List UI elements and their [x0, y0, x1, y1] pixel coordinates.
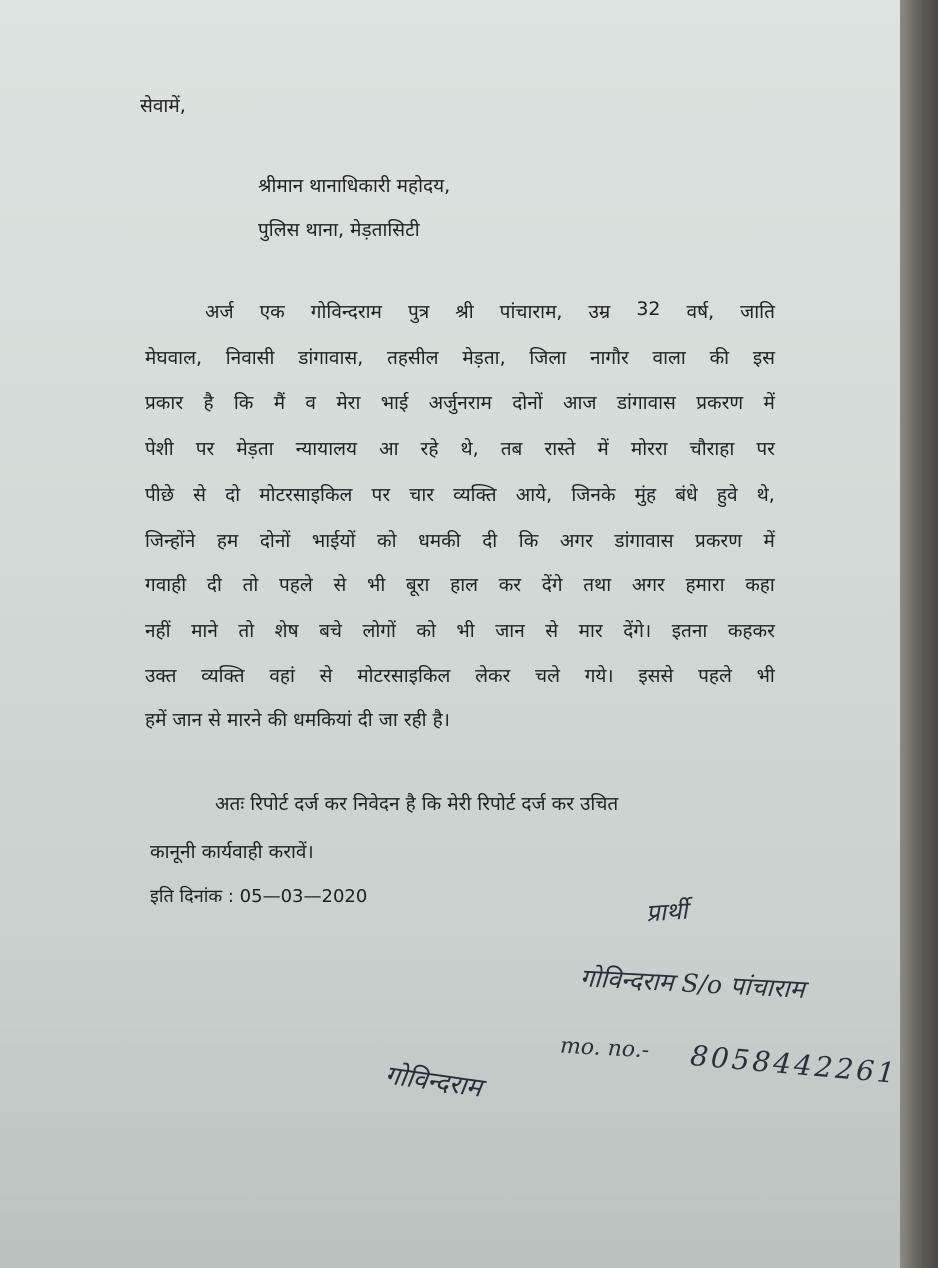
word: मेड़ता: [236, 438, 274, 460]
word: शेष: [274, 620, 299, 642]
word: तब: [500, 438, 523, 460]
word: मैं: [273, 392, 286, 414]
word: अगर: [559, 530, 593, 552]
paragraph-1-text: हमें जान से मारने की धमकियां दी जा रही है।: [145, 709, 450, 731]
word: मोररा: [630, 438, 668, 460]
word: गवाही: [145, 574, 187, 596]
addressee-line-2: पुलिस थाना, मेड़तासिटी: [258, 219, 420, 241]
handwritten-name: गोविन्दराम S/o पांचाराम: [579, 963, 806, 1004]
word: देंगे।: [623, 620, 652, 642]
word: 32: [636, 298, 661, 320]
word: नागौर: [589, 347, 629, 369]
word: तहसील: [387, 347, 439, 369]
word: अर्जुनराम: [428, 392, 492, 414]
word: व्यक्ति: [453, 484, 497, 506]
background-surface: [900, 0, 938, 1268]
word: मार: [578, 620, 603, 642]
word: तो: [242, 574, 259, 596]
word: में: [763, 530, 775, 552]
paragraph-1-line: [145, 527, 775, 553]
word: से: [333, 574, 347, 596]
word: मेड़ता,: [462, 347, 506, 369]
word: इतना: [671, 620, 708, 642]
date-line: इति दिनांक : 05—03—2020: [150, 886, 368, 907]
paragraph-1-line: [145, 389, 775, 415]
paragraph-2-line-1: अतः रिपोर्ट दर्ज कर निवेदन है कि मेरी रिपोर्ट दर्ज कर उचित: [215, 793, 619, 815]
word: रहे: [420, 438, 439, 460]
word: कर: [498, 574, 522, 596]
word: जिन्होंने: [145, 530, 196, 552]
word: डांगावास,: [298, 347, 364, 369]
word: हम: [216, 530, 239, 552]
word: अर्ज: [205, 301, 234, 323]
paragraph-1-line: [145, 571, 775, 597]
word: कहा: [745, 574, 775, 596]
word: मोटरसाइकिल: [259, 484, 353, 506]
word: बचे: [319, 620, 342, 642]
paragraph-2-line-2: कानूनी कार्यवाही करावें।: [150, 841, 314, 863]
word: निवासी: [225, 347, 275, 369]
word: गये।: [584, 665, 614, 687]
word: से: [193, 484, 207, 506]
word: वाला: [652, 347, 686, 369]
word: मोटरसाइकिल: [357, 665, 451, 687]
word: आये,: [515, 484, 553, 506]
word: इससे: [638, 665, 674, 687]
word: से: [319, 665, 333, 687]
word: को: [377, 530, 397, 552]
word: देंगे: [541, 574, 563, 596]
word: रास्ते: [544, 438, 576, 460]
paragraph-1-line: [145, 435, 775, 461]
word: दो: [225, 484, 241, 506]
addressee-line-1: श्रीमान थानाधिकारी महोदय,: [258, 175, 451, 197]
word: भी: [756, 665, 775, 687]
word: डांगावास: [614, 530, 674, 552]
word: भाई: [380, 392, 409, 414]
word: पर: [195, 438, 215, 460]
word: नहीं: [145, 620, 171, 642]
word: पर: [756, 438, 775, 460]
word: आज: [563, 392, 597, 414]
paragraph-1-line: [145, 706, 450, 732]
word: अगर: [631, 574, 665, 596]
word: चले: [535, 665, 560, 687]
word: माने: [191, 620, 218, 642]
word: वहां: [269, 665, 295, 687]
word: हमारा: [685, 574, 725, 596]
salutation: सेवामें,: [140, 95, 186, 117]
word: हुवे: [716, 484, 738, 506]
word: कहकर: [727, 620, 775, 642]
word: थे,: [460, 438, 479, 460]
paragraph-1-line: [205, 298, 775, 324]
word: दोनों: [512, 392, 543, 414]
word: को: [416, 620, 436, 642]
word: पांचाराम,: [499, 301, 563, 323]
word: डांगावास: [616, 392, 676, 414]
word: है: [203, 392, 214, 414]
word: चौराहा: [689, 438, 735, 460]
word: दी: [206, 574, 222, 596]
word: धमकी: [418, 530, 461, 552]
word: भी: [456, 620, 475, 642]
word: आ: [379, 438, 399, 460]
word: जिला: [529, 347, 567, 369]
paragraph-1-line: [145, 344, 775, 370]
word: हाल: [450, 574, 479, 596]
applicant-label: प्रार्थी: [645, 896, 689, 928]
word: कि: [233, 392, 254, 414]
word: गोविन्दराम: [310, 301, 382, 323]
word: उक्त: [145, 665, 177, 687]
word: बंधे: [675, 484, 698, 506]
word: तथा: [583, 574, 612, 596]
word: पहले: [279, 574, 313, 596]
word: दी: [482, 530, 498, 552]
word: प्रकार: [145, 392, 184, 414]
paragraph-1-line: [145, 481, 775, 507]
word: जिनके: [571, 484, 616, 506]
word: श्री: [455, 301, 474, 323]
word: व्यक्ति: [201, 665, 245, 687]
word: वर्ष,: [686, 301, 715, 323]
word: लेकर: [475, 665, 511, 687]
word: तो: [238, 620, 255, 642]
word: में: [763, 392, 775, 414]
word: मेघवाल,: [145, 347, 202, 369]
word: पीछे: [145, 484, 175, 506]
word: उम्र: [588, 301, 611, 323]
word: कि: [518, 530, 539, 552]
word: प्रकरण: [696, 392, 744, 414]
word: भी: [366, 574, 386, 596]
word: व: [305, 392, 316, 414]
word: चार: [409, 484, 435, 506]
word: प्रकरण: [695, 530, 742, 552]
mobile-label: mo. no.-: [559, 1033, 650, 1064]
word: मुंह: [634, 484, 657, 506]
word: जाति: [740, 301, 775, 323]
word: पर: [371, 484, 391, 506]
word: इस: [752, 347, 775, 369]
word: की: [709, 347, 730, 369]
word: थे,: [756, 484, 775, 506]
word: न्यायालय: [295, 438, 358, 460]
word: लोगों: [362, 620, 396, 642]
word: पुत्र: [407, 301, 430, 323]
mobile-number: 8058442261: [688, 1038, 900, 1091]
word: से: [545, 620, 559, 642]
paragraph-1-line: [145, 662, 775, 688]
word: पेशी: [145, 438, 174, 460]
word: भाईयों: [311, 530, 356, 552]
paragraph-1-line: [145, 617, 775, 643]
word: पहले: [698, 665, 732, 687]
word: एक: [259, 301, 285, 323]
word: दोनों: [259, 530, 291, 552]
word: मेरा: [336, 392, 361, 414]
word: जान: [495, 620, 525, 642]
signature: गोविन्दराम: [383, 1060, 484, 1104]
word: में: [597, 438, 609, 460]
word: बूरा: [405, 574, 430, 596]
